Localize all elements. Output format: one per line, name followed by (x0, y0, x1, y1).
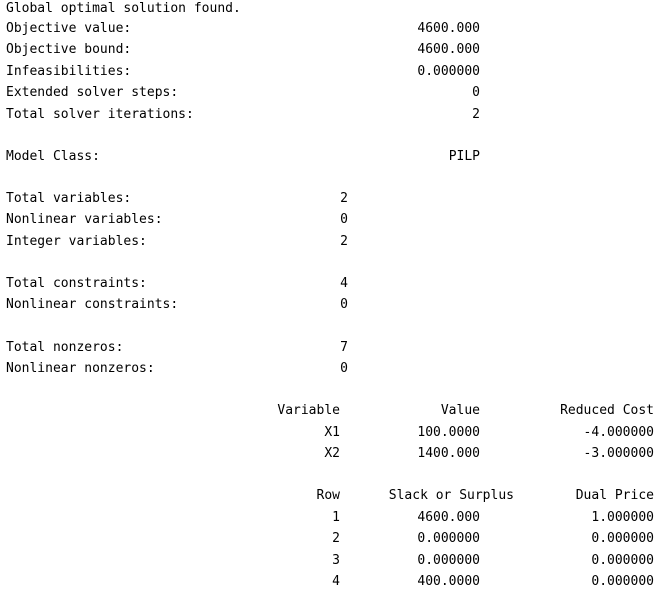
infeasibilities-value: 0.000000 (417, 64, 480, 79)
total-variables-label: Total variables: (6, 191, 132, 206)
objective-value: 4600.000 (417, 21, 480, 36)
variable-column-header: Variable (277, 403, 340, 418)
total-constraints-value: 4 (340, 276, 348, 291)
nonlinear-nonzeros-label: Nonlinear nonzeros: (6, 361, 155, 376)
nonlinear-nonzeros-value: 0 (340, 361, 348, 376)
nonlinear-constraints-value: 0 (340, 297, 348, 312)
slack-surplus: 0.000000 (417, 531, 480, 546)
model-class-label: Model Class: (6, 149, 100, 164)
nonlinear-variables-label: Nonlinear variables: (6, 212, 163, 227)
total-nonzeros-value: 7 (340, 340, 348, 355)
reduced-cost: -4.000000 (583, 425, 654, 440)
infeasibilities-label: Infeasibilities: (6, 64, 132, 79)
total-constraints-label: Total constraints: (6, 276, 147, 291)
integer-variables-label: Integer variables: (6, 234, 147, 249)
row-number: 3 (332, 553, 340, 568)
nonlinear-constraints-label: Nonlinear constraints: (6, 297, 179, 312)
objective-bound: 4600.000 (417, 42, 480, 57)
dual-price: 1.000000 (591, 510, 654, 525)
slack-surplus-column-header: Slack or Surplus (388, 488, 514, 503)
integer-variables-value: 2 (340, 234, 348, 249)
total-nonzeros-label: Total nonzeros: (6, 340, 124, 355)
row-number: 4 (332, 574, 340, 589)
status-message: Global optimal solution found. (6, 1, 241, 16)
nonlinear-variables-value: 0 (340, 212, 348, 227)
variable-value: 1400.000 (417, 446, 480, 461)
dual-price: 0.000000 (591, 553, 654, 568)
extended-steps-value: 0 (472, 85, 480, 100)
row-number: 2 (332, 531, 340, 546)
dual-price: 0.000000 (591, 574, 654, 589)
total-iterations-label: Total solver iterations: (6, 107, 194, 122)
slack-surplus: 0.000000 (417, 553, 480, 568)
total-iterations-value: 2 (472, 107, 480, 122)
variable-name: X1 (324, 425, 340, 440)
model-class-value: PILP (448, 149, 480, 164)
objective-bound-label: Objective bound: (6, 42, 132, 57)
dual-price-column-header: Dual Price (575, 488, 654, 503)
value-column-header: Value (440, 403, 480, 418)
variable-value: 100.0000 (417, 425, 480, 440)
row-column-header: Row (316, 488, 340, 503)
dual-price: 0.000000 (591, 531, 654, 546)
extended-steps-label: Extended solver steps: (6, 85, 179, 100)
slack-surplus: 400.0000 (417, 574, 480, 589)
objective-value-label: Objective value: (6, 21, 132, 36)
total-variables-value: 2 (340, 191, 348, 206)
row-number: 1 (332, 510, 340, 525)
reduced-cost: -3.000000 (583, 446, 654, 461)
slack-surplus: 4600.000 (417, 510, 480, 525)
variable-name: X2 (324, 446, 340, 461)
reduced-cost-column-header: Reduced Cost (560, 403, 654, 418)
